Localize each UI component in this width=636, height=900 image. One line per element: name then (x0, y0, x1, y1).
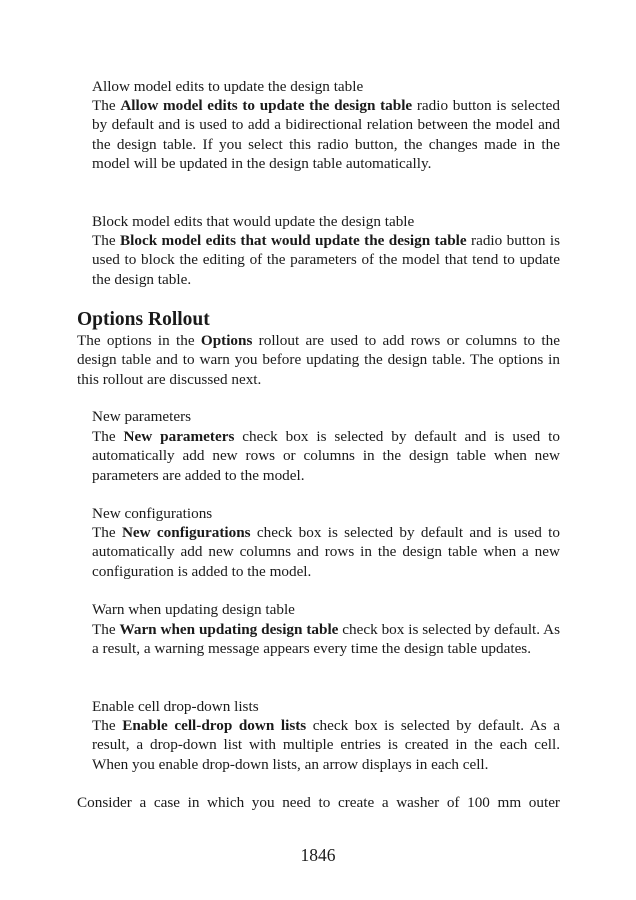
allow-model-edits-description: The Allow model edits to update the design table radio button is selected by default and is used to add a bidirectional relation between the model and the design table. If you select this radio button, the changes made in the model will be updated in the design table automatically. (92, 97, 560, 173)
block-model-edits-term: Block model edits that would update the design table (120, 232, 467, 249)
options-rollout-description: The options in the Options rollout are used to add rows or columns to the design table and to warn you before updating the design table. The options in this rollout are discussed next. (77, 332, 560, 388)
allow-model-edits-term: Allow model edits to update the design table (120, 97, 413, 114)
new-configurations-description: The New configurations check box is selected by default and is used to automatically add new columns and rows in the design table when a new configuration is added to the model. (92, 524, 560, 580)
warn-updating-title: Warn when updating design table (92, 601, 295, 618)
new-configurations-title: New configurations (92, 505, 213, 522)
block-model-edits-title: Block model edits that would update the design table (92, 213, 415, 230)
new-parameters-description: The New parameters check box is selected by default and is used to automatically add new rows or columns in the design table when new parameters are added to the model. (92, 428, 560, 484)
new-parameters-title: New parameters (92, 408, 192, 425)
enable-dropdown-term: Enable cell-drop down lists (122, 717, 307, 734)
enable-dropdown-description: The Enable cell-drop down lists check box is selected by default. As a result, a drop-down list with multiple entries is created in the each cell. When you enable drop-down lists, an arrow displays in each cell. (92, 717, 560, 773)
warn-updating-term: Warn when updating design table (119, 621, 339, 638)
closing-paragraph: Consider a case in which you need to create a washer of 100 mm outer (77, 794, 560, 811)
enable-dropdown-title: Enable cell drop-down lists (92, 698, 259, 715)
options-rollout-term: Options (200, 332, 253, 349)
options-rollout-heading: Options Rollout (77, 309, 210, 330)
new-parameters-term: New parameters (123, 428, 235, 445)
new-configurations-term: New configurations (121, 524, 251, 541)
block-model-edits-description: The Block model edits that would update the design table radio button is used to block the editing of the parameters of the model that tend to update the design table. (92, 232, 560, 288)
warn-updating-description: The Warn when updating design table check box is selected by default. As a result, a warning message appears every time the design table updates. (92, 621, 560, 658)
allow-model-edits-title: Allow model edits to update the design table (92, 78, 364, 95)
page-number: 1846 (300, 845, 336, 865)
